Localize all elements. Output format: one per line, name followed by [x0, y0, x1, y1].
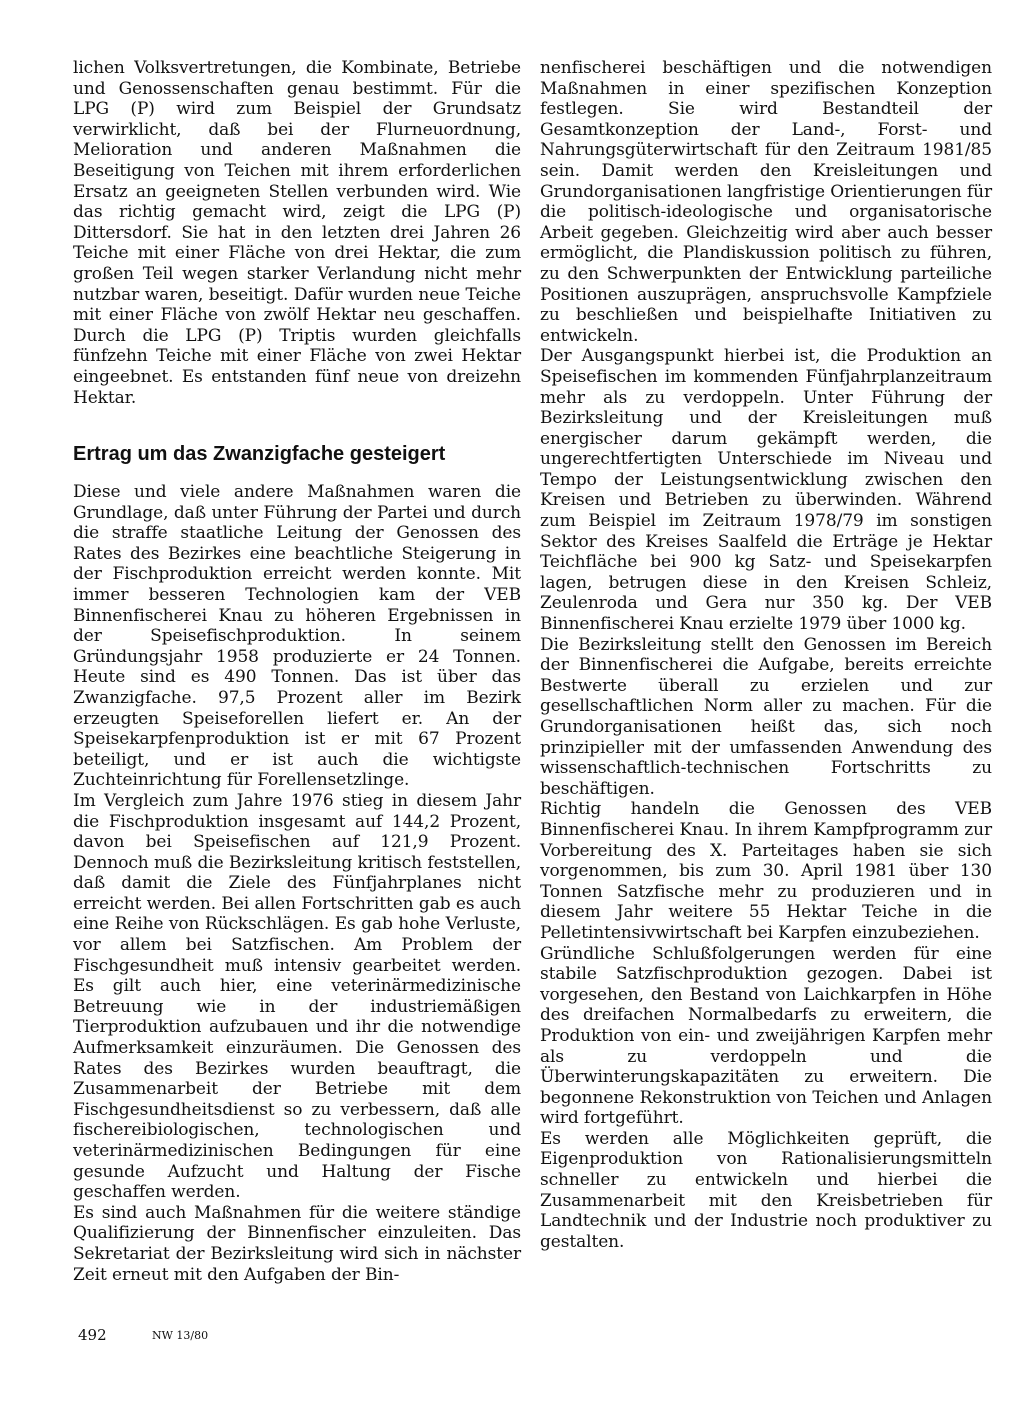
page-number: 492 [78, 1326, 107, 1344]
paragraph: Im Vergleich zum Jahre 1976 stieg in diesem Jahr die Fischproduktion insgesamt auf 144,2 Prozent, davon bei Speisefischen auf 121,9 Prozent. Dennoch muß die Bezirksleitung kritisch feststellen, daß damit die Ziele des Fünfjahrplanes nicht erreicht werden. Bei allen Fortschritten gab es auch eine Reihe von Rückschlägen. Es gab hohe Verluste, vor allem bei Satzfischen. Am Problem der Fischgesundheit muß intensiv gearbeitet werden. Es gilt auch hier, eine veterinärmedizinische Betreuung wie in der industriemäßigen Tierproduktion aufzubauen und ihr die notwendige Aufmerksamkeit einzuräumen. Die Genossen des Rates des Bezirkes wurden beauftragt, die Zusammenarbeit der Betriebe mit dem Fischgesundheitsdienst so zu verbessern, daß alle fischereibiologischen, technologischen und veterinärmedizinischen Bedingungen für eine gesunde Aufzucht und Haltung der Fische geschaffen werden. [73, 790, 521, 1203]
paragraph: Es werden alle Möglichkeiten geprüft, die Eigenproduktion von Rationalisierungsmitteln schneller zu entwickeln und hierbei die Zusammenarbeit mit den Kreisbetrieben für Landtechnik und der Industrie noch produktiver zu gestalten. [540, 1128, 992, 1252]
intro-paragraph: lichen Volksvertretungen, die Kombinate, Betriebe und Genossenschaften genau bestimmt. Für die LPG (P) wird zum Beispiel der Grundsatz verwirklicht, daß bei der Flurneuordnung, Melioration und anderen Maßnahmen die Beseitigung von Teichen mit ihrem erforderlichen Ersatz an geeigneten Stellen verbunden wird. Wie das richtig gemacht wird, zeigt die LPG (P) Dittersdorf. Sie hat in den letzten drei Jahren 26 Teiche mit einer Fläche von drei Hektar, die zum großen Teil wegen starker Verlandung nicht mehr nutzbar waren, beseitigt. Dafür wurden neue Teiche mit einer Fläche von zwölf Hektar neu geschaffen. Durch die LPG (P) Triptis wurden gleichfalls fünfzehn Teiche mit einer Fläche von zwei Hektar eingeebnet. Es entstanden fünf neue von dreizehn Hektar. [73, 58, 521, 408]
paragraph: nenfischerei beschäftigen und die notwendigen Maßnahmen in einer spezifischen Konzeption festlegen. Sie wird Bestandteil der Gesamtkonzeption der Land-, Forst- und Nahrungsgüterwirtschaft für den Zeitraum 1981/85 sein. Damit werden den Kreisleitungen und Grundorganisationen langfristige Orientierungen für die politisch-ideologische und organisatorische Arbeit gegeben. Gleichzeitig wird aber auch besser ermöglicht, die Plandiskussion politisch zu führen, zu den Schwerpunkten der Entwicklung parteiliche Positionen auszuprägen, anspruchsvolle Kampfziele zu beschließen und beispielhafte Initiativen zu entwickeln. [540, 58, 992, 346]
left-column-intro [73, 58, 521, 408]
section-heading: Ertrag um das Zwanzigfache gesteigert [73, 443, 446, 465]
left-column-body [73, 482, 521, 1285]
paragraph: Richtig handeln die Genossen des VEB Binnenfischerei Knau. In ihrem Kampfprogramm zur Vorbereitung des X. Parteitages haben sie sich vorgenommen, bis zum 30. April 1981 über 130 Tonnen Satzfische mehr zu produzieren und in diesem Jahr weitere 55 Hektar Teiche in die Pelletintensivwirtschaft bei Karpfen einzubeziehen. [540, 799, 992, 943]
paragraph: Gründliche Schlußfolgerungen werden für eine stabile Satzfischproduktion gezogen. Dabei ist vorgesehen, den Bestand von Laichkarpfen in Höhe des dreifachen Normalbedarfs zu erweitern, die Produktion von ein- und zweijährigen Karpfen mehr als zu verdoppeln und die Überwinterungskapazitäten zu erweitern. Die begonnene Rekonstruktion von Teichen und Anlagen wird fortgeführt. [540, 943, 992, 1129]
paragraph: Diese und viele andere Maßnahmen waren die Grundlage, daß unter Führung der Partei und durch die straffe staatliche Leitung der Genossen des Rates des Bezirkes eine beachtliche Steigerung in der Fischproduktion erreicht werden konnte. Mit immer besseren Technologien kam der VEB Binnenfischerei Knau zu höheren Ergebnissen in der Speisefischproduktion. In seinem Gründungsjahr 1958 produzierte er 24 Tonnen. Heute sind es 490 Tonnen. Das ist über das Zwanzigfache. 97,5 Prozent aller im Bezirk erzeugten Speiseforellen liefert er. An der Speisekarpfenproduktion ist er mit 67 Prozent beteiligt, und er ist auch die wichtigste Zuchteinrichtung für Forellensetzlinge. [73, 482, 521, 791]
paragraph: Die Bezirksleitung stellt den Genossen im Bereich der Binnenfischerei die Aufgabe, bereits erreichte Bestwerte überall zu erzielen und zur gesellschaftlichen Norm aller zu machen. Für die Grundorganisationen heißt das, sich noch prinzipieller mit der umfassenden Anwendung des wissenschaftlich-technischen Fortschritts zu beschäftigen. [540, 634, 992, 799]
paragraph: Es sind auch Maßnahmen für die weitere ständige Qualifizierung der Binnenfischer einzuleiten. Das Sekretariat der Bezirksleitung wird sich in nächster Zeit erneut mit den Aufgaben der Bin- [73, 1202, 521, 1285]
journal-reference: NW 13/80 [152, 1329, 209, 1342]
right-column [540, 58, 992, 1252]
paragraph: Der Ausgangspunkt hierbei ist, die Produktion an Speisefischen im kommenden Fünfjahrplanzeitraum mehr als zu verdoppeln. Unter Führung der Bezirksleitung und der Kreisleitungen muß energischer darum gekämpft werden, die ungerechtfertigten Unterschiede im Niveau und Tempo der Leistungsentwicklung zwischen den Kreisen und Betrieben zu überwinden. Während zum Beispiel im Zeitraum 1978/79 im sonstigen Sektor des Kreises Saalfeld die Erträge je Hektar Teichfläche bei 900 kg Satz- und Speisekarpfen lagen, betrugen diese in den Kreisen Schleiz, Zeulenroda und Gera nur 350 kg. Der VEB Binnenfischerei Knau erzielte 1979 über 1000 kg. [540, 346, 992, 635]
